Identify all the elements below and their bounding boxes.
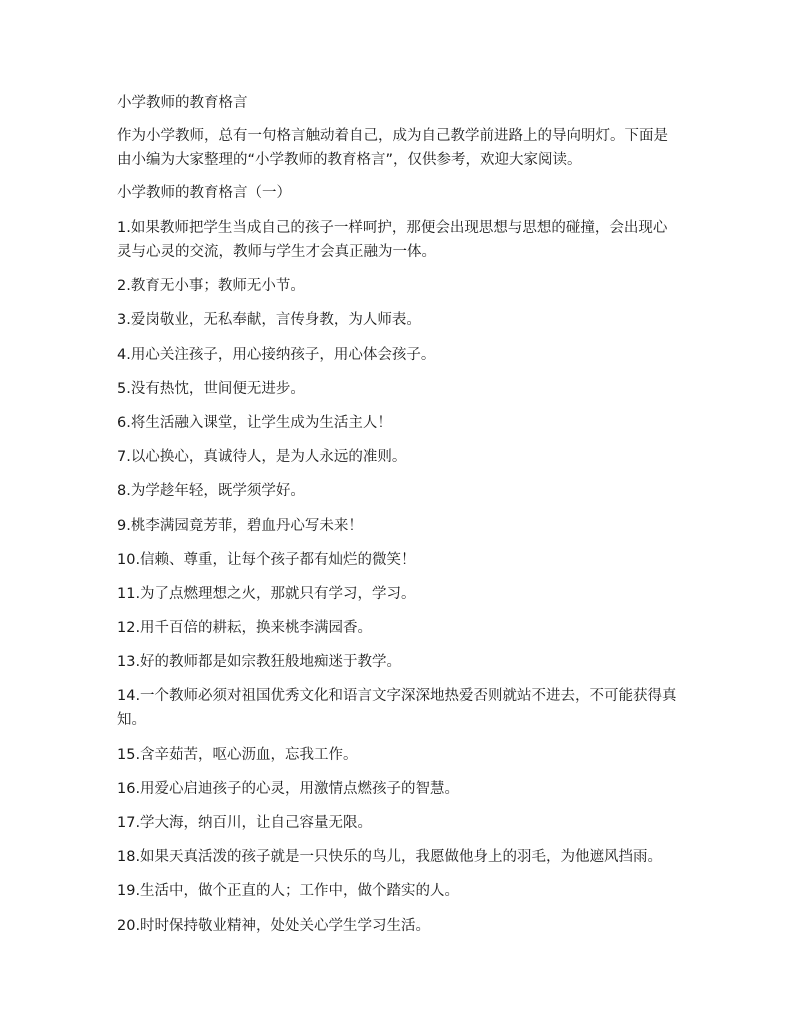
saying-item: 13.好的教师都是如宗教狂般地痴迷于教学。 [117, 654, 402, 671]
intro-paragraph: 作为小学教师，总有一句格言触动着自己，成为自己教学前进路上的导向明灯。下面是由小编为大家整理的“小学教师的教育格言”，仅供参考，欢迎大家阅读。 [117, 128, 668, 168]
saying-item: 1.如果教师把学生当成自己的孩子一样呵护，那便会出现思想与思想的碰撞，会出现心灵与心灵的交流，教师与学生才会真正融为一体。 [117, 220, 668, 260]
saying-item: 9.桃李满园竟芳菲，碧血丹心写未来！ [117, 517, 363, 534]
saying-item: 12.用千百倍的耕耘，换来桃李满园香。 [117, 620, 373, 637]
saying-item: 16.用爱心启迪孩子的心灵，用激情点燃孩子的智慧。 [117, 780, 460, 797]
saying-item: 7.以心换心，真诚待人，是为人永远的准则。 [117, 449, 407, 466]
saying-item: 11.为了点燃理想之火，那就只有学习，学习。 [117, 585, 416, 602]
saying-item: 3.爱岗敬业，无私奉献，言传身教，为人师表。 [117, 312, 421, 329]
document-title: 小学教师的教育格言 [117, 95, 248, 111]
saying-item: 5.没有热忱，世间便无进步。 [117, 380, 305, 397]
saying-item: 8.为学趁年轻，既学须学好。 [117, 483, 305, 500]
saying-item: 4.用心关注孩子，用心接纳孩子，用心体会孩子。 [117, 346, 436, 363]
saying-item: 6.将生活融入课堂，让学生成为生活主人！ [117, 414, 392, 431]
saying-item: 14.一个教师必须对祖国优秀文化和语言文字深深地热爱否则就站不进去，不可能获得真知。 [117, 688, 677, 729]
document-body [117, 92, 677, 948]
saying-item: 10.信赖、尊重，让每个孩子都有灿烂的微笑！ [117, 551, 416, 568]
saying-item: 18.如果天真活泼的孩子就是一只快乐的鸟儿，我愿做他身上的羽毛，为他遮风挡雨。 [117, 849, 663, 866]
saying-item: 2.教育无小事；教师无小节。 [117, 278, 305, 295]
saying-item: 20.时时保持敬业精神，处处关心学生学习生活。 [117, 917, 431, 934]
saying-item: 17.学大海，纳百川，让自己容量无限。 [117, 815, 373, 831]
section-heading: 小学教师的教育格言（一） [117, 185, 291, 201]
saying-item: 19.生活中，做个正直的人；工作中，做个踏实的人。 [117, 883, 460, 900]
saying-item: 15.含辛茹苦，呕心沥血，忘我工作。 [117, 746, 358, 763]
sayings-list [117, 216, 677, 938]
